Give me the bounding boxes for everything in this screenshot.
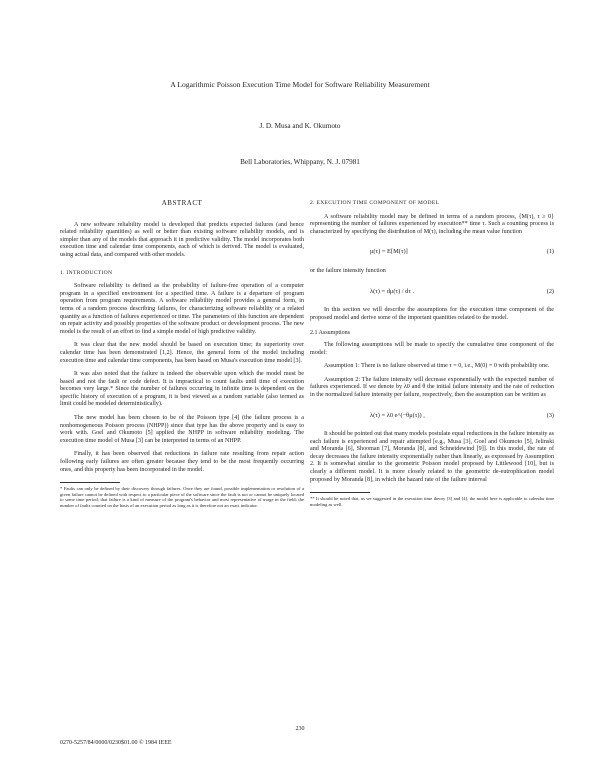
left-column xyxy=(60,200,304,509)
section2-paragraph: In this section we will describe the assumptions for the execution time component of the proposed model and derive some of the important quantities related to the model. xyxy=(310,307,554,321)
paper-affiliation: Bell Laboratories, Whippany, N. J. 07981 xyxy=(240,158,360,166)
assumption-1: Assumption 1: There is no failure observed at time τ = 0, i.e., M(0) = 0 with probability one. xyxy=(324,363,550,370)
page-number: 230 xyxy=(295,726,305,732)
section2-paragraph: or the failure intensity function xyxy=(310,267,386,274)
copyright-line: 0270-5257/84/0000/0230$01.00 © 1984 IEEE xyxy=(60,740,172,746)
footnote-rule xyxy=(60,482,120,483)
equation-1-number: (1) xyxy=(546,248,554,256)
paper-authors: J. D. Musa and K. Okumoto xyxy=(259,122,341,130)
equation-1 xyxy=(310,248,554,256)
intro-paragraph: The new model has been chosen to be of the Poisson type [4] (the failure process is a nonhomogeneous Poisson process (NHPP)) since that type has the above property and is easy to work with. Goel and Okumoto [5] applied the NHPP in software reliability modeling. The execution time model of Musa [3] can be interpreted in terms of an NHPP. xyxy=(60,415,304,444)
footnote: ** It should be noted that, as we suggested in the execution time theory [3] and [4], the model here is applicable to calendar time modeling as well. xyxy=(310,496,554,507)
section2-paragraph: A software reliability model may be defined in terms of a random process, {M(τ), τ ≥ 0} representing the number of failures experienced by execution** time τ. Such a counting process is characterized by specifying the distribution of M(τ), including the mean value function xyxy=(310,213,554,235)
equation-3-number: (3) xyxy=(546,411,554,419)
intro-paragraph: Software reliability is defined as the probability of failure-free operation of a computer program in a specified environment for a specified time. A failure is a departure of program operation from program requirements. A software reliability model provides a general form, in terms of a random process describing failures, for characterizing software reliability or a related quantity as a function of failures experienced or time. The parameters of this function are dependent on repair activity and possibly properties of the software product or development process. The new model is the result of an effort to find a simple model of high predictive validity. xyxy=(60,283,304,335)
assumptions-heading: 2.1 Assumptions xyxy=(310,330,351,337)
intro-paragraph: It was also noted that the failure is indeed the observable upon which the model must be based and not the fault or code defect. It is impractical to count faults until time of execution becomes very large.* Since the number of failures occurring in infinite time is dependent on the specific history of execution of a program, it is best viewed as a random variable (also termed as limit could be modeled deterministically). xyxy=(60,371,304,408)
intro-paragraph: Finally, it has been observed that reductions in failure rate resulting from repair action following early failures are often greater because they tend to be the most frequently occurring ones, and this property has been incorporated in the model. xyxy=(60,451,304,473)
abstract-text: A new software reliability model is developed that predicts expected failures (and hence related reliability quantities) as well or better than existing software reliability models, and is simpler than any of the models that approach it in predictive validity. The model incorporates both execution time and calendar time components, each of which is derived. The model is evaluated, using actual data, and compared with other models. xyxy=(60,221,304,258)
section2-heading: 2. EXECUTION TIME COMPONENT OF MODEL xyxy=(310,200,440,206)
equation-1-body: μ(τ) = E[M(τ)] xyxy=(370,248,408,256)
assumption-2: Assumption 2: The failure intensity will decrease exponentially with the expected number of failures experienced. If we denote by λ0 and θ the initial failure intensity and the rate of reduction in the normalized failure intensity per failure, respectively, then the assumption can be written as xyxy=(310,376,554,398)
footnote: * Faults can only be defined by their discovery through failures. Once they are found, possible implementation or resolution of a given failure cannot be defined with respect to a particular piece of the software since the fault is not or cannot be uniquely located to some time period; that failure is a kind of measure of the program's behavior and most representative of usage in the field; the number of faults counted on the basis of an execution period as long as it is therefore not an exact indicator. xyxy=(60,486,304,508)
paper-title: A Logarithmic Poisson Execution Time Model for Software Reliability Measurement xyxy=(170,80,430,89)
equation-3 xyxy=(310,412,554,420)
equation-2 xyxy=(310,288,554,296)
footnote-rule xyxy=(310,492,370,493)
intro-paragraph: It was clear that the new model should be based on execution time; its superiority over calendar time has been demonstrated [1,2]. Hence, the general form of the model including execution time and calendar time components, has been based on Musa's execution time model [3]. xyxy=(60,342,304,364)
section2-paragraph: It should be pointed out that many models postulate equal reductions in the failure intensity as each failure is experienced and repair attempted [e.g., Musa [3], Goel and Okumoto [5], Jelinski and Moranda [6], Shooman [7], Moranda [8], and Schneidewind [9]]. In this model, the rate of decay decreases the failure intensity exponentially rather than linearly, as expressed by Assumption 2. It is somewhat similar to the geometric Poisson model proposed by Littlewood [10], but is clearly a different model. It is more closely related to the geometric de-eutrophication model proposed by Moranda [8], in which the hazard rate of the failure interval xyxy=(310,431,554,483)
equation-2-number: (2) xyxy=(546,287,554,295)
right-column xyxy=(310,200,554,507)
equation-3-body: λ(τ) = λ0 e^(−θμ(τ)) , xyxy=(370,411,425,419)
section2-paragraph: The following assumptions will be made to specify the cumulative time component of the model: xyxy=(310,341,554,356)
equation-2-body: λ(τ) = dμ(τ) / dτ . xyxy=(370,287,415,295)
intro-heading: 1. INTRODUCTION xyxy=(60,269,113,276)
abstract-heading: ABSTRACT xyxy=(161,199,203,207)
